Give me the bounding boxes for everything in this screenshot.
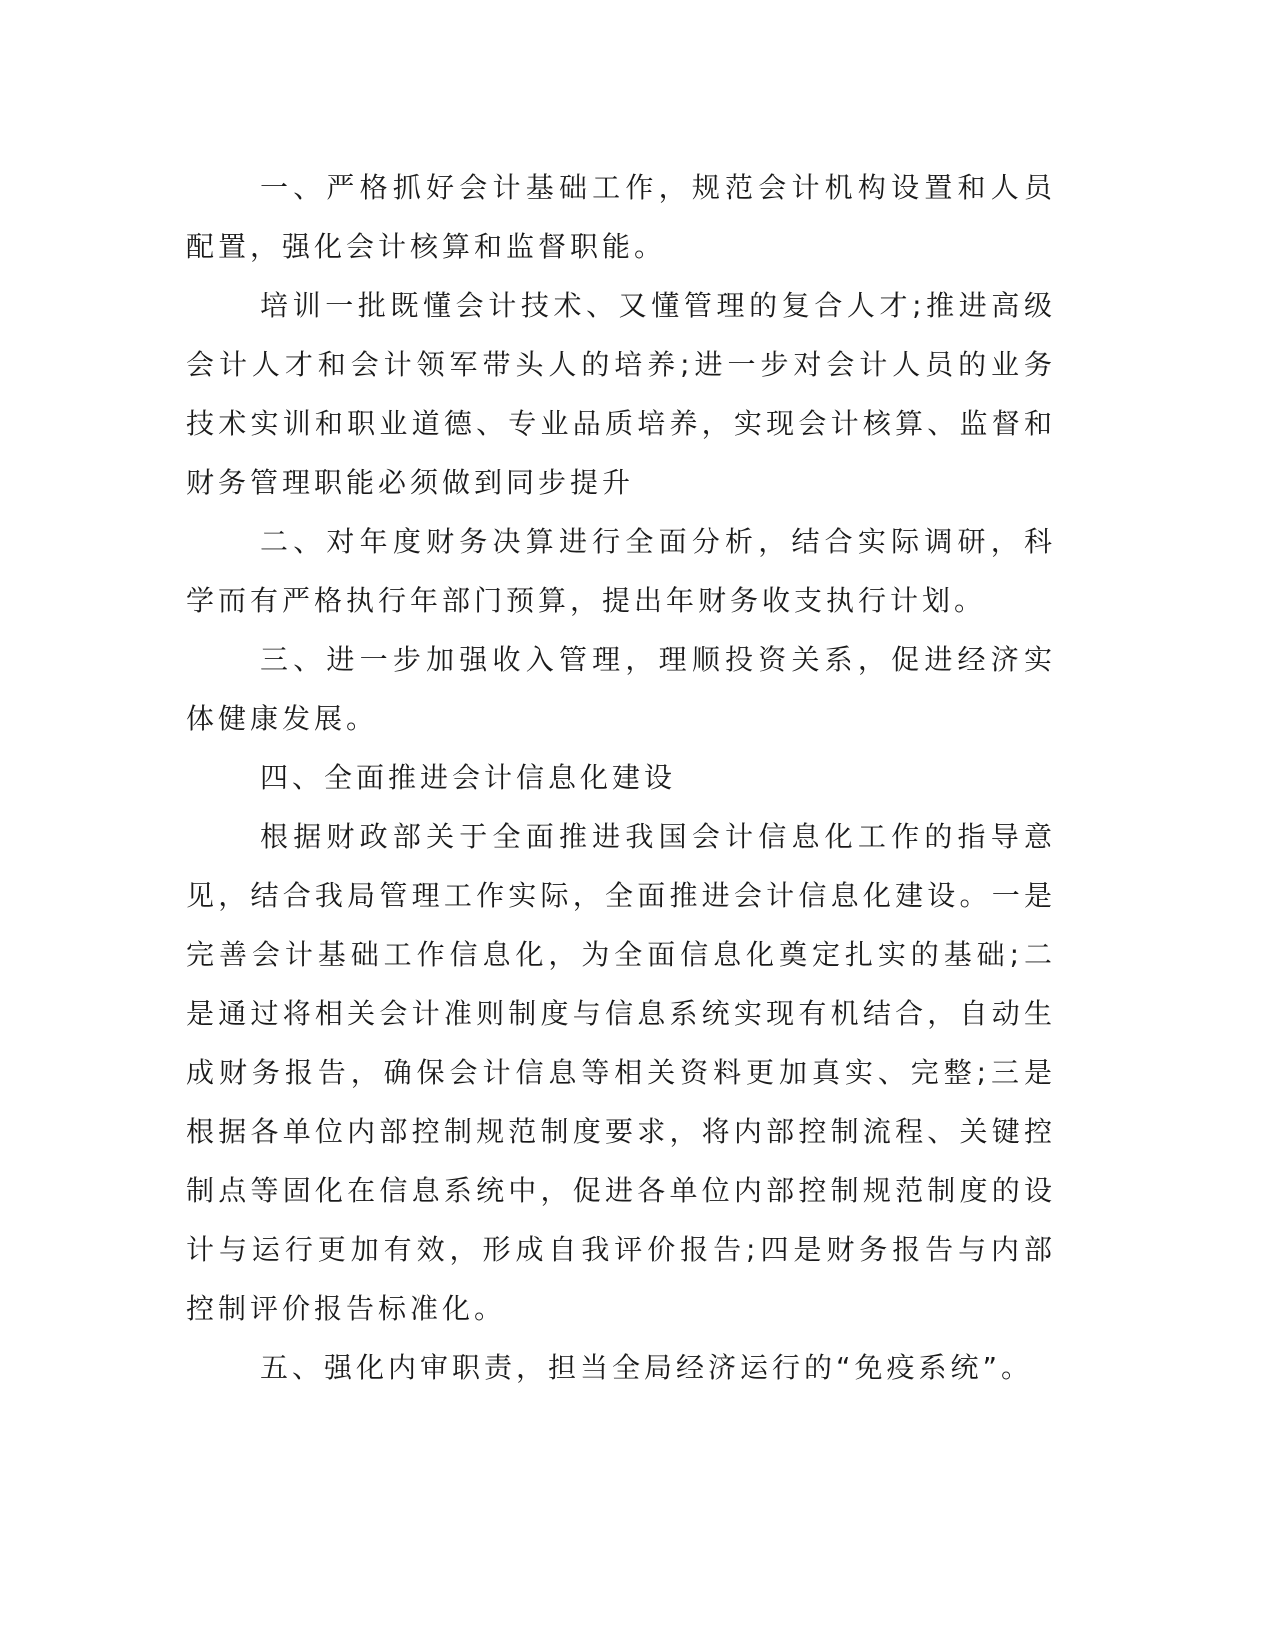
document-body bbox=[186, 158, 1056, 1397]
paragraph-informatization: 根据财政部关于全面推进我国会计信息化工作的指导意见，结合我局管理工作实际，全面推进会计信息化建设。一是完善会计基础工作信息化，为全面信息化奠定扎实的基础;二是通过将相关会计准则制度与信息系统实现有机结合，自动生成财务报告，确保会计信息等相关资料更加真实、完整;三是根据各单位内部控制规范制度要求，将内部控制流程、关键控制点等固化在信息系统中，促进各单位内部控制规范制度的设计与运行更加有效，形成自我评价报告;四是财务报告与内部控制评价报告标准化。 bbox=[186, 820, 1056, 1325]
paragraph-section-4-heading: 四、全面推进会计信息化建设 bbox=[260, 761, 677, 794]
paragraph-section-2: 二、对年度财务决算进行全面分析，结合实际调研，科学而有严格执行年部门预算，提出年财务收支执行计划。 bbox=[186, 525, 1056, 617]
paragraph-section-5: 五、强化内审职责，担当全局经济运行的“免疫系统”。 bbox=[260, 1351, 1034, 1384]
paragraph-training: 培训一批既懂会计技术、又懂管理的复合人才;推进高级会计人才和会计领军带头人的培养;进一步对会计人员的业务技术实训和职业道德、专业品质培养，实现会计核算、监督和财务管理职能必须做到同步提升 bbox=[186, 289, 1056, 499]
paragraph-section-3: 三、进一步加强收入管理，理顺投资关系，促进经济实体健康发展。 bbox=[186, 643, 1056, 735]
paragraph-section-1: 一、严格抓好会计基础工作，规范会计机构设置和人员配置，强化会计核算和监督职能。 bbox=[186, 171, 1056, 263]
